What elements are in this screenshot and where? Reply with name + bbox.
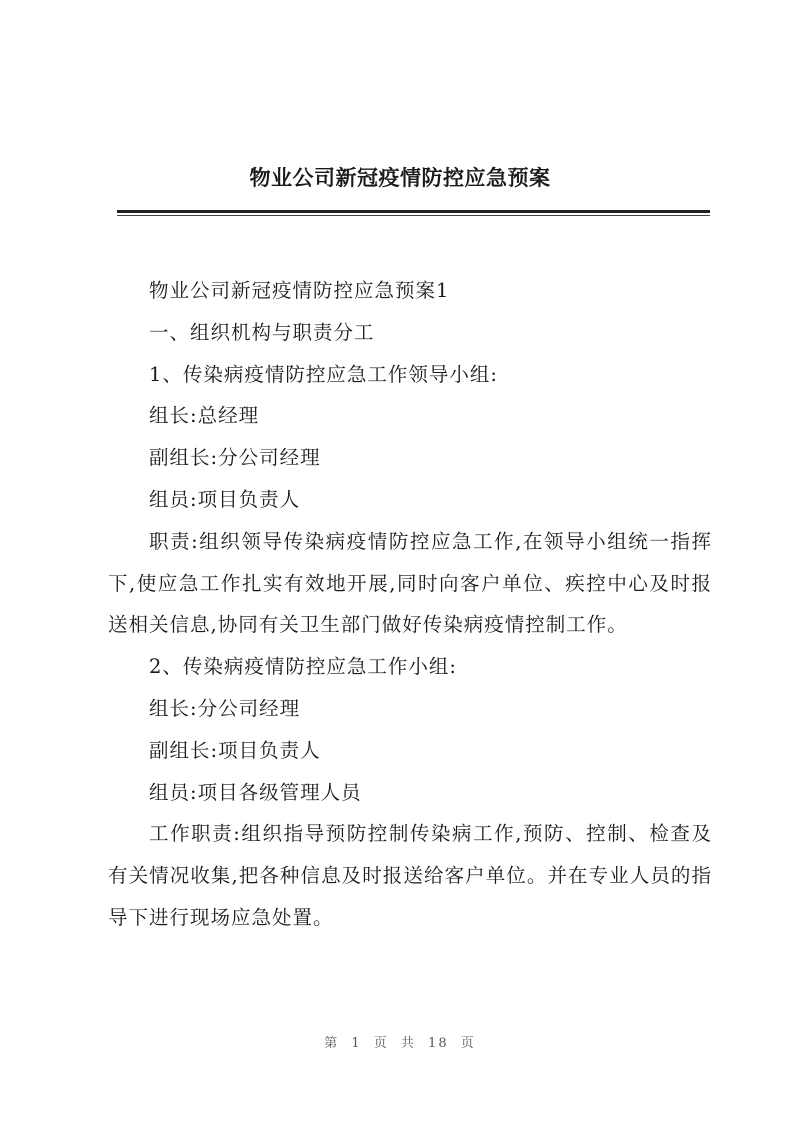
paragraph: 组长:分公司经理 xyxy=(149,696,301,720)
paragraph-heading: 物业公司新冠疫情防控应急预案1 xyxy=(149,279,450,302)
subsection-heading: 1、传染病疫情防控应急工作领导小组: xyxy=(149,362,498,386)
paragraph: 副组长:项目负责人 xyxy=(149,738,321,762)
page-title: 物业公司新冠疫情防控应急预案 xyxy=(249,166,551,190)
section-heading: 一、组织机构与职责分工 xyxy=(149,320,375,344)
paragraph: 副组长:分公司经理 xyxy=(149,446,321,470)
paragraph: 组长:总经理 xyxy=(149,404,260,428)
page-footer: 第 1 页 共 18 页 xyxy=(324,1036,476,1051)
document-body xyxy=(108,270,712,939)
paragraph: 组员:项目负责人 xyxy=(149,487,301,511)
subsection-heading: 2、传染病疫情防控应急工作小组: xyxy=(149,655,457,679)
paragraph: 组员:项目各级管理人员 xyxy=(149,780,362,804)
paragraph: 职责:组织领导传染病疫情防控应急工作,在领导小组统一指挥下,使应急工作扎实有效地开展,同时向客户单位、疾控中心及时报送相关信息,协同有关卫生部门做好传染病疫情控制工作。 xyxy=(108,529,712,637)
title-rule xyxy=(117,210,710,213)
title-rule-thin xyxy=(117,215,710,216)
paragraph: 工作职责:组织指导预防控制传染病工作,预防、控制、检查及有关情况收集,把各种信息及时报送给客户单位。并在专业人员的指导下进行现场应急处置。 xyxy=(108,822,712,929)
